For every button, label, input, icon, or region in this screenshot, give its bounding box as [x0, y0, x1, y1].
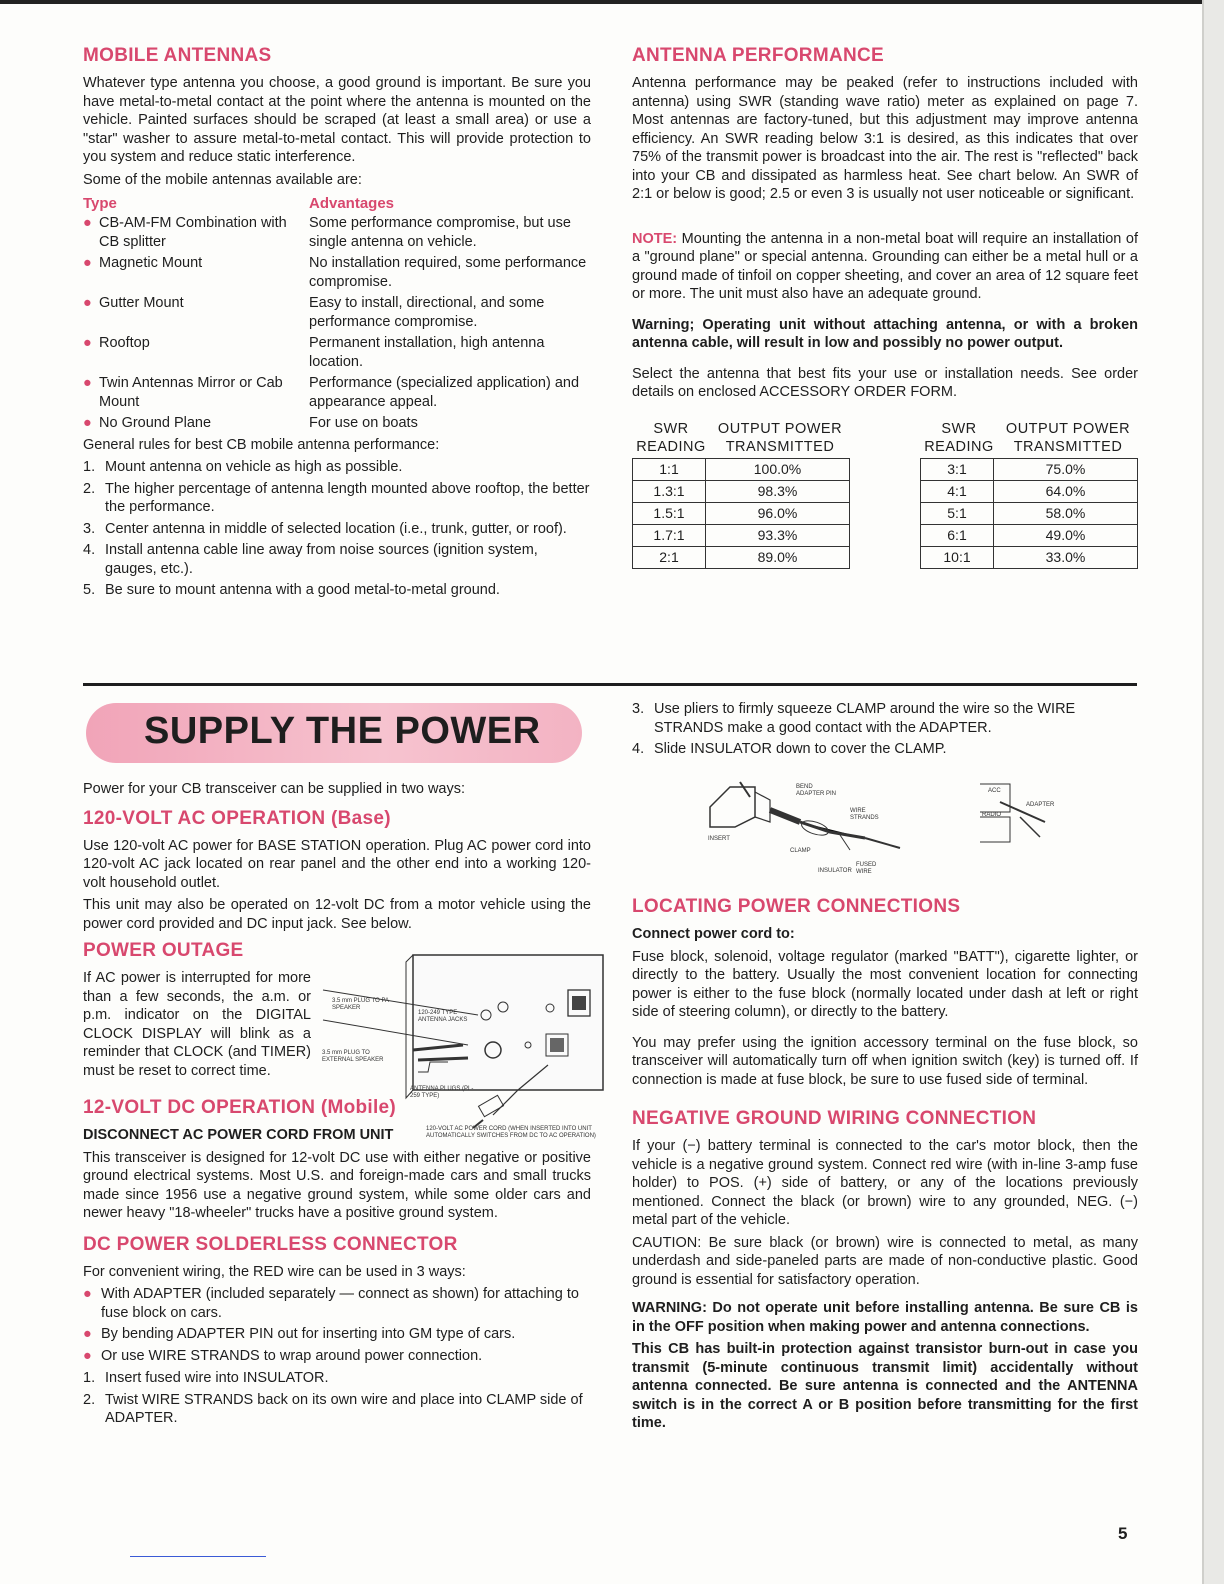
table-row: 4:1 64.0% — [921, 480, 1138, 502]
antenna-advantage: Permanent installation, high antenna location. — [309, 335, 545, 370]
pa-speaker-label: 3.5 mm PLUG TO PA SPEAKER — [332, 998, 389, 1011]
fused-wire-label: FUSED WIRE — [856, 862, 877, 875]
connector-illustration — [700, 772, 1100, 882]
bullet-icon: ● — [83, 1326, 92, 1342]
note-paragraph — [632, 230, 1138, 304]
antenna-advantage: Performance (specialized application) and appearance appeal. — [309, 375, 580, 410]
connector-intro: For convenient wiring, the RED wire can be used in 3 ways: — [83, 1263, 466, 1280]
antenna-type-header — [83, 195, 591, 212]
wire-strands-label: WIRE STRANDS — [850, 808, 879, 821]
swr-charts — [632, 420, 1138, 569]
adapter-label: ADAPTER — [1026, 802, 1055, 808]
table-row: 2:1 89.0% — [633, 546, 850, 568]
connector-steps-list-continued — [632, 700, 1138, 759]
list-item: 4. Slide INSULATOR down to cover the CLAMP. — [632, 741, 947, 757]
type-column-header: Type — [83, 195, 117, 212]
list-item: 2. Twist WIRE STRANDS back on its own wire and place into CLAMP side of ADAPTER. — [83, 1391, 583, 1426]
list-item: 3. Center antenna in middle of selected location (i.e., trunk, gutter, or roof). — [83, 520, 567, 537]
connector-steps-list — [83, 1369, 591, 1428]
list-item: 5. Be sure to mount antenna with a good metal-to-metal ground. — [83, 582, 500, 598]
ac-operation-heading: 120-VOLT AC OPERATION (Base) — [83, 807, 391, 829]
table-row: 1.3:1 98.3% — [633, 480, 850, 502]
rules-intro: General rules for best CB mobile antenna performance: — [83, 436, 440, 453]
antenna-advantage: For use on boats — [309, 415, 418, 431]
antenna-type: Gutter Mount — [99, 295, 184, 311]
locating-subheading: Connect power cord to: — [632, 926, 795, 942]
locating-body-2: You may prefer using the ignition accessory terminal on the fuse block, so transceiver will automatically turn off when ignition switch (key) is turned off. If connection is made at fuse block, be sure to use fused side of terminal. — [632, 1034, 1138, 1088]
swr-table-right: SWR OUTPUT POWER READING TRANSMITTED 3:1 75.0% 4:1 64.0% 5:1 58.0% 6:1 49.0% 10:1 33.0% — [920, 420, 1138, 569]
acc-label: ACC — [988, 788, 1001, 794]
locating-section — [632, 895, 1138, 1437]
bullet-icon: ● — [83, 415, 92, 431]
antenna-type: No Ground Plane — [99, 415, 212, 431]
advantages-column-header: Advantages — [309, 195, 395, 212]
note-text: Mounting the antenna in a non-metal boat will require an installation of a "ground plane" or special antenna. Grounding can either be a metal hull or a ground made of tinfoil on copper sheeting, and cover an area of 12 square feet or more. The unit must also have an adequate ground. — [632, 230, 1139, 302]
protection-text: This CB has built-in protection against transistor burn-out in case you transmit (5-minute continuous transmit limit) accidentally without antenna connected. Be sure antenna is connected and the ANTENNA switch is in the correct A or B position before transmitting for the first time. — [632, 1341, 1138, 1431]
bullet-icon: ● — [83, 215, 92, 231]
top-rule — [0, 0, 1205, 4]
mobile-antennas-available: Some of the mobile antennas available are: — [83, 171, 362, 188]
antenna-type-row — [83, 294, 591, 331]
antenna-type: CB-AM-FM Combination with CB splitter — [99, 215, 287, 250]
antenna-warning: Warning; Operating unit without attaching antenna, or with a broken antenna cable, will result in low and possibly no power output. — [632, 316, 1138, 351]
antenna-type-row — [83, 254, 591, 291]
banner-title: SUPPLY THE POWER — [144, 710, 541, 752]
operation-warning: WARNING: Do not operate unit before installing antenna. Be sure CB is in the OFF position when making power and antenna connections. — [632, 1300, 1138, 1335]
bullet-icon: ● — [83, 295, 92, 311]
connector-diagram — [700, 772, 1100, 882]
table-row: 6:1 49.0% — [921, 524, 1138, 546]
supply-power-banner — [86, 703, 582, 763]
list-item: 1. Insert fused wire into INSULATOR. — [83, 1370, 329, 1386]
list-item: ● Or use WIRE STRANDS to wrap around power connection. — [83, 1347, 483, 1364]
bullet-icon: ● — [83, 1286, 92, 1302]
list-item: 2. The higher percentage of antenna length mounted above rooftop, the better the performance. — [83, 480, 590, 515]
table-row: 1.7:1 93.3% — [633, 524, 850, 546]
table-row: 5:1 58.0% — [921, 502, 1138, 524]
list-item: ● With ADAPTER (included separately — connect as shown) for attaching to fuse block on cars. — [83, 1286, 579, 1321]
section-divider — [83, 683, 1137, 686]
list-item: 3. Use pliers to firmly squeeze CLAMP around the wire so the WIRE STRANDS make a good contact with the ADAPTER. — [632, 701, 1076, 736]
negative-ground-heading: NEGATIVE GROUND WIRING CONNECTION — [632, 1108, 1037, 1129]
dc-disconnect-note: DISCONNECT AC POWER CORD FROM UNIT — [83, 1127, 394, 1143]
antenna-performance-body: Antenna performance may be peaked (refer to instructions included with antenna) using SWR (standing wave ratio) meter as explained on page 7. Most antennas are factory-tuned, but this adjustment may improve antenna efficiency. An SWR reading below 3:1 is desired, as this indicates that over 75% of the transmit power is broadcast into the air. The rest is "reflected" back into your CB and dissipated as harmless heat. See chart below. An SWR of 2:1 or below is good; 2.5 or even 3 is usually not user noticeable or significant. — [632, 75, 1138, 202]
right-column — [632, 44, 1138, 569]
locating-heading: LOCATING POWER CONNECTIONS — [632, 896, 961, 917]
bullet-icon: ● — [83, 255, 92, 271]
select-antenna-text: Select the antenna that best fits your use or installation needs. See order details on enclosed ACCESSORY ORDER FORM. — [632, 365, 1138, 400]
bullet-icon: ● — [83, 375, 92, 391]
insert-label: INSERT — [708, 836, 730, 842]
list-item: 4. Install antenna cable line away from noise sources (ignition system, gauges, etc.). — [83, 542, 538, 577]
power-outage-heading: POWER OUTAGE — [83, 940, 244, 961]
dc-operation-heading: 12-VOLT DC OPERATION (Mobile) — [83, 1097, 397, 1118]
connector-options-list — [83, 1285, 591, 1365]
table-row: 10:1 33.0% — [921, 546, 1138, 568]
page-edge — [1202, 0, 1224, 1584]
antenna-type: Twin Antennas Mirror or Cab Mount — [99, 375, 283, 410]
left-column — [83, 44, 591, 603]
antenna-jacks-label: 120-249 TYPE ANTENNA JACKS — [418, 1010, 468, 1023]
caution-text: CAUTION: Be sure black (or brown) wire is connected to metal, as many underdash and side-paneled parts are made of non-conductive plastic. Good ground is essential for satisfactory operation. — [632, 1234, 1138, 1288]
antenna-rules-list — [83, 458, 591, 600]
table-row: 1:1 100.0% — [633, 458, 850, 480]
swr-table-left: SWR OUTPUT POWER READING TRANSMITTED 1:1 100.0% 1.3:1 98.3% 1.5:1 96.0% 1.7:1 93.3% 2:1 89.0% — [632, 420, 850, 569]
clamp-label: CLAMP — [790, 848, 811, 854]
solderless-connector-heading: DC POWER SOLDERLESS CONNECTOR — [83, 1233, 458, 1255]
antenna-type: Rooftop — [99, 335, 150, 351]
antenna-advantage: Easy to install, directional, and some performance compromise. — [309, 295, 545, 330]
mobile-antennas-heading: MOBILE ANTENNAS — [83, 45, 272, 66]
antenna-performance-heading: ANTENNA PERFORMANCE — [632, 45, 884, 66]
antenna-type-row — [83, 334, 591, 371]
antenna-type-row — [83, 414, 591, 433]
table-row: 3:1 75.0% — [921, 458, 1138, 480]
antenna-type-row — [83, 214, 591, 251]
ac-power-cord-label: 120-VOLT AC POWER CORD (WHEN INSERTED INTO UNIT AUTOMATICALLY SWITCHES FROM DC TO AC OPERATION) — [426, 1126, 596, 1139]
antenna-type: Magnetic Mount — [99, 255, 203, 271]
list-item: 1. Mount antenna on vehicle as high as possible. — [83, 459, 403, 475]
list-item: ● By bending ADAPTER PIN out for inserting into GM type of cars. — [83, 1326, 516, 1342]
antenna-advantage: No installation required, some performance compromise. — [309, 255, 587, 290]
power-outage-body: If AC power is interrupted for more than a few seconds, the a.m. or p.m. indicator on the DIGITAL CLOCK DISPLAY will blink as a reminder that CLOCK (and TIMER) must be reset to correct time. — [83, 970, 311, 1079]
power-right-column — [632, 700, 1138, 762]
radio-label: RADIO — [982, 812, 1002, 818]
bullet-icon: ● — [83, 335, 92, 351]
note-label: NOTE: — [632, 230, 678, 247]
negative-ground-body: If your (−) battery terminal is connected to the car's motor block, then the vehicle is a negative ground system. Connect red wire (with in-line 3-amp fuse holder) to POS. (+) side of battery, or any of the locations previously mentioned. Connect the black (or brown) wire to any grounded, NEG. (−) metal part of the vehicle. — [632, 1138, 1138, 1228]
locating-body: Fuse block, solenoid, voltage regulator (marked "BATT"), cigarette lighter, or directly to the battery. Usually the most convenient location for connecting power is either to the fuse block (normally located under dash at left or right side of steering column), or directly to the battery. — [632, 948, 1138, 1020]
antenna-advantage: Some performance compromise, but use single antenna on vehicle. — [309, 215, 571, 250]
footer-rule — [130, 1556, 266, 1557]
ac-operation-body: Use 120-volt AC power for BASE STATION operation. Plug AC power cord into 120-volt AC jack located on rear panel and the other end into a working 120-volt household outlet. — [83, 837, 591, 891]
supply-intro: Power for your CB transceiver can be supplied in two ways: — [83, 781, 466, 797]
bend-pin-label: BEND ADAPTER PIN — [796, 784, 837, 797]
antenna-plugs-label: ANTENNA PLUGS (PL-259 TYPE) — [410, 1086, 474, 1099]
antenna-type-list — [83, 214, 591, 433]
insulator-label: INSULATOR — [818, 868, 852, 874]
external-speaker-label: 3.5 mm PLUG TO EXTERNAL SPEAKER — [322, 1050, 384, 1063]
table-row: 1.5:1 96.0% — [633, 502, 850, 524]
bullet-icon: ● — [83, 1347, 92, 1364]
mobile-antennas-intro: Whatever type antenna you choose, a good ground is important. Be sure you have metal-to-metal contact at the point where the antenna is mounted on the vehicle. Painted surfaces should be scraped (at least a small area) or use a "star" washer to assure metal-to-metal contact. This will provide protection to you system and reduce static interference. — [83, 75, 591, 165]
rear-panel-diagram — [318, 950, 608, 1160]
dc-operation-body: This transceiver is designed for 12-volt DC use with either negative or positive ground electrical systems. Most U.S. and foreign-made cars and small trucks made since 1956 use a negative ground system, while some older cars and newer heavy "18-wheeler" trucks have a positive ground system. — [83, 1149, 591, 1221]
antenna-type-row — [83, 374, 591, 411]
ac-operation-body-2: This unit may also be operated on 12-volt DC from a motor vehicle using the power cord provided and DC input jack. See below. — [83, 897, 591, 932]
page-number: 5 — [1118, 1524, 1128, 1543]
